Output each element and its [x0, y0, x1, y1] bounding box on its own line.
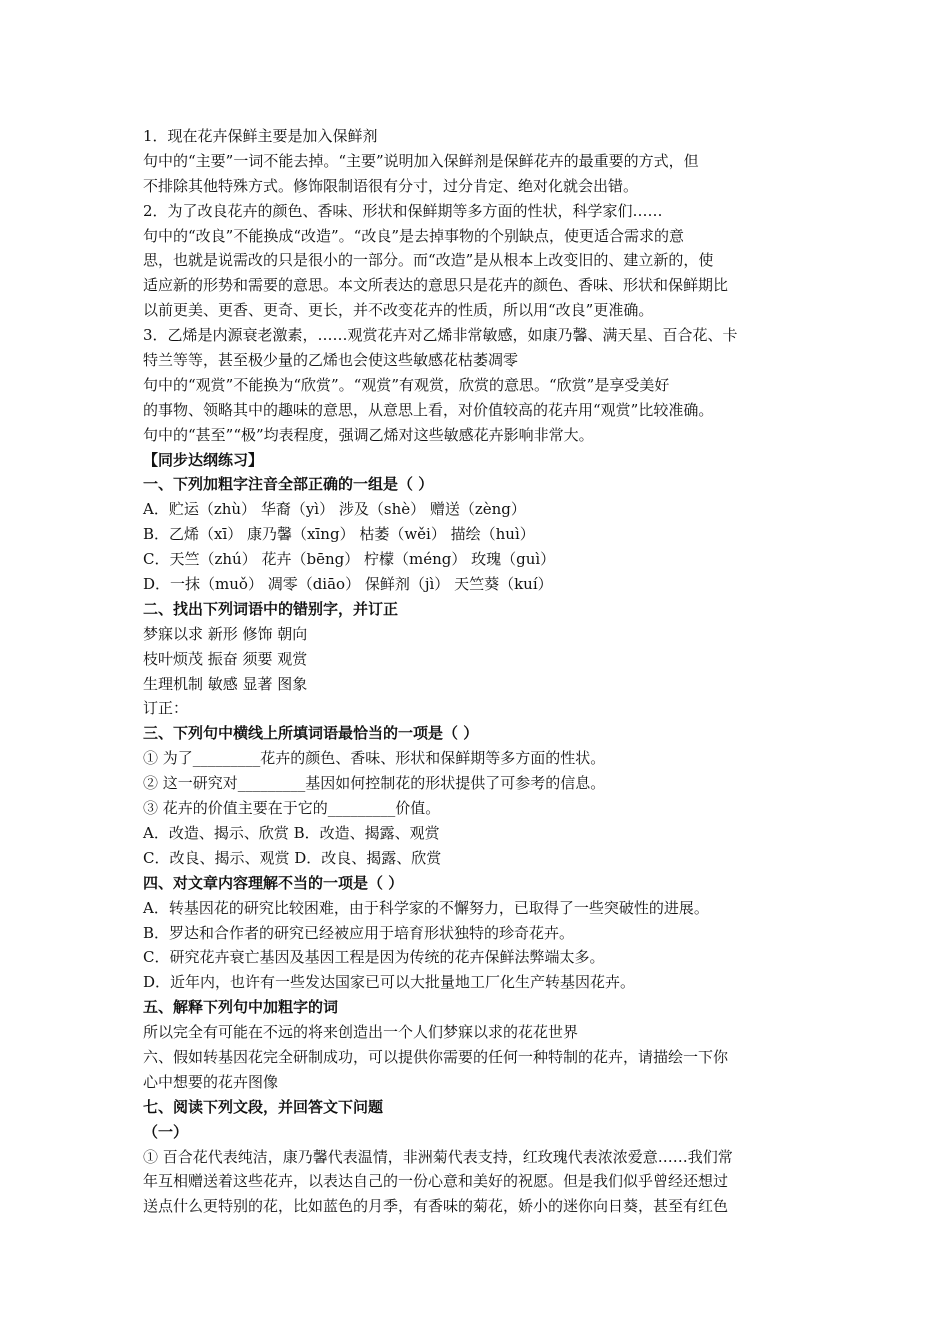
option-line: A．贮运（zhù） 华裔（yì） 涉及（shè） 赠送（zèng） — [143, 500, 526, 519]
section-heading: 【同步达纲练习】 — [143, 450, 264, 469]
text-line: 句中的“主要”一词不能去掉。“主要”说明加入保鲜剂是保鲜花卉的最重要的方式，但 — [143, 151, 699, 170]
word-list-line: 生理机制 敏感 显著 图象 — [143, 674, 308, 693]
option-line: B．罗达和合作者的研究已经被应用于培育形状独特的珍奇花卉。 — [143, 923, 575, 942]
passage-label: （一） — [143, 1122, 189, 1141]
text-line: 特兰等等，甚至极少量的乙烯也会使这些敏感花枯萎凋零 — [143, 351, 519, 370]
question-heading: 七、阅读下列文段，并回答文下问题 — [143, 1097, 384, 1116]
text-line: 心中想要的花卉图像 — [143, 1072, 279, 1091]
fill-blank-line: ② 这一研究对_________基因如何控制花的形状提供了可参考的信息。 — [143, 774, 606, 793]
text-line: 句中的“甚至”“极”均表程度，强调乙烯对这些敏感花卉影响非常大。 — [143, 425, 594, 444]
text-line: 六、假如转基因花完全研制成功，可以提供你需要的任何一种特制的花卉，请描绘一下你 — [143, 1047, 729, 1066]
word-list-line: 枝叶烦茂 振奋 须要 观赏 — [143, 649, 308, 668]
passage-line: 送点什么更特别的花，比如蓝色的月季，有香味的菊花，娇小的迷你向日葵，甚至有红色 — [143, 1197, 729, 1216]
fill-blank-line: ① 为了_________花卉的颜色、香味、形状和保鲜期等多方面的性状。 — [143, 749, 606, 768]
option-line: D．近年内，也许有一些发达国家已可以大批量地工厂化生产转基因花卉。 — [143, 973, 636, 992]
text-line: 适应新的形势和需要的意思。本文所表达的意思只是花卉的颜色、香味、形状和保鲜期比 — [143, 276, 729, 295]
document-body — [143, 124, 811, 1219]
question-heading: 五、解释下列句中加粗字的词 — [143, 998, 339, 1017]
text-line: 思，也就是说需改的只是很小的一部分。而“改造”是从根本上改变旧的、建立新的，使 — [143, 251, 714, 270]
fill-blank-line: ③ 花卉的价值主要在于它的_________价值。 — [143, 799, 441, 818]
question-heading: 二、找出下列词语中的错别字，并订正 — [143, 599, 399, 618]
option-line: D．一抹（muǒ） 凋零（diāo） 保鲜剂（jì） 天竺葵（kuí） — [143, 575, 553, 594]
text-line: 1．现在花卉保鲜主要是加入保鲜剂 — [143, 127, 378, 145]
question-heading: 三、下列句中横线上所填词语最恰当的一项是（ ） — [143, 724, 479, 743]
correction-label: 订正： — [143, 699, 189, 718]
text-line: 2．为了改良花卉的颜色、香味、形状和保鲜期等多方面的性状，科学家们…… — [143, 201, 663, 220]
text-line: 句中的“观赏”不能换为“欣赏”。“观赏”有观赏，欣赏的意思。“欣赏”是享受美好 — [143, 375, 670, 394]
text-line: 的事物、领略其中的趣味的意思，从意思上看，对价值较高的花卉用“观赏”比较准确。 — [143, 400, 714, 419]
word-list-line: 梦寐以求 新形 修饰 朝向 — [143, 624, 308, 643]
question-heading: 一、下列加粗字注音全部正确的一组是（ ） — [143, 475, 434, 494]
text-line: 所以完全有可能在不远的将来创造出一个人们梦寐以求的花花世界 — [143, 1023, 579, 1042]
text-line: 句中的“改良”不能换成“改造”。“改良”是去掉事物的个别缺点，使更适合需求的意 — [143, 226, 685, 245]
option-line: B．乙烯（xī） 康乃馨（xīng） 枯萎（wěi） 描绘（huì） — [143, 525, 535, 544]
passage-line: 年互相赠送着这些花卉，以表达自己的一份心意和美好的祝愿。但是我们似乎曾经还想过 — [143, 1172, 729, 1191]
option-line: C．改良、揭示、观赏 D．改良、揭露、欣赏 — [143, 848, 442, 867]
option-line: C．天竺（zhú） 花卉（bēng） 柠檬（méng） 玫瑰（guì） — [143, 550, 556, 569]
text-line: 3．乙烯是内源衰老激素，……观赏花卉对乙烯非常敏感，如康乃馨、满天星、百合花、卡 — [143, 326, 738, 345]
option-line: A．改造、揭示、欣赏 B．改造、揭露、观赏 — [143, 823, 440, 842]
option-line: A．转基因花的研究比较困难，由于科学家的不懈努力，已取得了一些突破性的进展。 — [143, 898, 709, 917]
passage-line: ① 百合花代表纯洁，康乃馨代表温情，非洲菊代表支持，红玫瑰代表浓浓爱意……我们常 — [143, 1147, 733, 1166]
option-line: C．研究花卉衰亡基因及基因工程是因为传统的花卉保鲜法弊端太多。 — [143, 948, 605, 967]
question-heading: 四、对文章内容理解不当的一项是（ ） — [143, 873, 404, 892]
text-line: 以前更美、更香、更奇、更长，并不改变花卉的性质，所以用“改良”更准确。 — [143, 301, 654, 320]
text-line: 不排除其他特殊方式。修饰限制语很有分寸，过分肯定、绝对化就会出错。 — [143, 176, 639, 195]
